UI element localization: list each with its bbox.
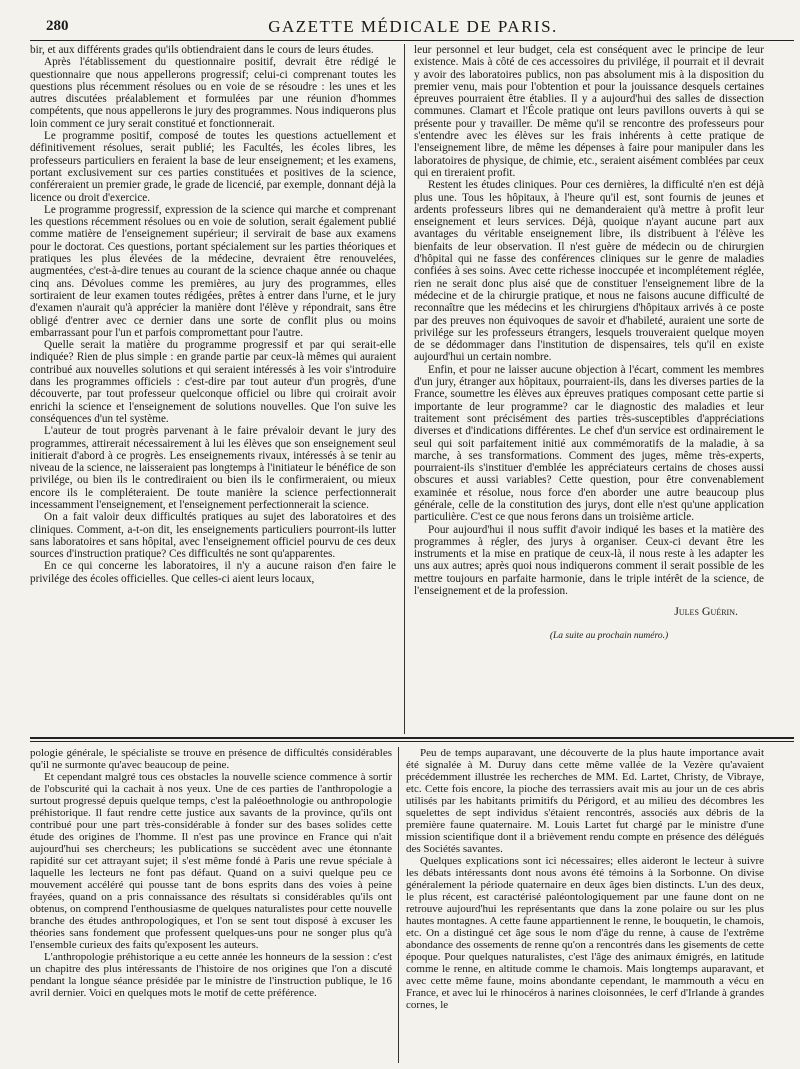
paragraph: L'anthropologie préhistorique a eu cette année les honneurs de la session : c'est un chapitre des plus intéressants de l'histoire de nos origines que l'on a discuté pendant la longue séance présidée par le ministre de l'instruction publique, le 16 avril dernier. Voici en quelques mots le motif de cette préférence.	[30, 951, 392, 999]
paragraph: Quelques explications sont ici nécessaires; elles aideront le lecteur à suivre les débats intéressants dont nous avons été témoins à la Sorbonne. On divise généralement la période quaternaire en deux âges bien distincts. L'un des deux, le plus récent, est caractérisé paléontologiquement par une faune dont on ne retrouve aujourd'hui les représentants que dans la zone polaire ou sur les plus hautes montagnes. A cette faune appartiennent le renne, le bouquetin, le chamois, etc. On a distingué cet âge sous le nom d'âge du renne, à cause de l'extrême abondance des ossements de renne qu'on a rencontrés dans les gisements de cette époque. Pour quelques naturalistes, c'est l'âge des animaux émigrés, en latitude comme le renne, en altitude comme le chamois. Mais longtemps auparavant, et avec cette même faune, moins abondante cependant, le mammouth a vécu en France, et avec lui le rhinocéros à narines cloisonnées, le cerf d'Irlande à grandes cornes, le	[406, 855, 764, 1011]
page-header	[28, 14, 798, 36]
paragraph: Et cependant malgré tous ces obstacles la nouvelle science commence à sortir de l'obscurité qui la cachait à nos yeux. Une de ces parties de l'anthropologie a surtout progressé depuis quelque temps, c'est la paléoethnologie ou anthropologie préhistorique. Il faut rendre cette justice aux savants de la province, qu'ils ont contribué pour une part très-considérable à fonder sur des bases solides cette étude des origines de l'homme. Il n'est pas une province en France qui n'ait aujourd'hui ses chercheurs; les publications se succèdent avec une étonnante rapidité sur cet attrayant sujet; il s'est même fondé à Paris une revue spéciale à laquelle les lecteurs ne font pas défaut. Quand on a suivi quelque peu ce mouvement accéléré qui pousse tant de bons esprits dans des voies à peine frayées, quand on a pris connaissance des résultats si considérables qu'ils ont obtenus, on comprend l'enthousiasme de quelques naturalistes pour cette nouvelle branche des études anthropologiques, et l'on se sent tout disposé à excuser les théories sans fondement que professent quelques-uns pour ne songer plus qu'à l'ensemble curieux des faits qu'exposent les auteurs.	[30, 771, 392, 951]
paragraph: leur personnel et leur budget, cela est conséquent avec le principe de leur existence. Mais à côté de ces accessoires du privilége, il pourrait et il devrait y avoir des laboratoires publics, non pas absolument mis à la disposition du premier venu, mais pour l'obtention et pour la jouissance desquels certaines épreuves pourraient être établies. Il y a aujourd'hui des salles de dissection communes. Clamart et l'École pratique ont leurs pavillons ouverts à qui se présente pour y travailler. De même qu'il se rencontre des professeurs pour s'entendre avec les élèves sur les frais inhérents à cette pratique de l'enseignement libre, de même les dépenses à faire pour manipuler dans les laboratoires de physique, de chimie, etc., seraient aisément comblées par ceux qui en tireraient profit.	[414, 44, 764, 179]
upper-left-column	[30, 44, 396, 734]
paragraph: Quelle serait la matière du programme progressif et par qui serait-elle indiquée? Rien de plus simple : en grande partie par ceux-là mêmes qui auraient contribué aux nouvelles solutions et qui seraient intéressés à les voir s'introduire dans les programmes officiels : c'est-dire par tout auteur d'un progrès, d'une découverte, par tout professeur quelconque officiel ou libre qui croirait avoir enrichi la science et l'enseignement de solutions nouvelles. Que l'on suive les conséquences d'un tel système.	[30, 339, 396, 425]
paragraph: On a fait valoir deux difficultés pratiques au sujet des laboratoires et des cliniques. Comment, a-t-on dit, les enseignements particuliers pourront-ils lutter sans laboratoires et sans hôpital, avec l'enseignement officiel pourvu de ces deux sources d'instruction pratique? Ces difficultés ne sont qu'apparentes.	[30, 511, 396, 561]
author-signature: Jules Guérin.	[674, 604, 738, 619]
paragraph: Le programme positif, composé de toutes les questions actuellement et définitivement résolues, serait publié; les Facultés, les écoles libres, les professeurs particuliers en feraient la base de leur enseignement; et les examens, portant exclusivement sur ces parties constituées et positives de la science, conféreraient un premier grade, le grade de licencié, par exemple, donnant déjà la licence ou droit d'exercice.	[30, 130, 396, 204]
paragraph: Restent les études cliniques. Pour ces dernières, la difficulté n'en est déjà plus une. Tous les hôpitaux, à l'heure qu'il est, sont fournis de jeunes et ardents professeurs libres qui ne demanderaient qu'à mettre à profit leur enseignement et leurs services. Déjà, quoique n'ayant aucune part aux avantages du véritable enseignement libre, ils distribuent à l'élève les bienfaits de leur observation. Il n'est guère de médecin ou de chirurgien d'hôpital qui ne fasse des conférences cliniques sur le genre de maladies confiées à ses soins. Avec cette richesse inoccupée et incomplétement réglée, rien ne serait donc plus aisé que de constituer l'enseignement libre de la médecine et de la chirurgie pratique, et nous ne faisons aucune difficulté de reconnaître que les médecins et les chirurgiens d'hôpitaux arrivés à ce poste par des preuves non équivoques de savoir et d'habileté, auraient une sorte de privilége sur les professeurs étrangers, lesquels trouveraient quelque moyen de se dédommager dans l'institution de dispensaires, tels qu'il en existe aujourd'hui un certain nombre.	[414, 179, 764, 364]
lower-left-column	[30, 747, 392, 1063]
paragraph: Pour aujourd'hui il nous suffit d'avoir indiqué les bases et la matière des programmes à régler, des jurys à organiser. Ceux-ci devant être les instruments et la mise en pratique de ceux-là, il nous reste à les adapter les uns aux autres; après quoi nous indiquerons comment il serait possible de les mettre toujours en parfaite harmonie, dans le triple intérêt de la science, de l'enseignement et de la profession.	[414, 523, 764, 598]
paragraph: Peu de temps auparavant, une découverte de la plus haute importance avait été signalée à M. Duruy dans cette même vallée de la Vezère qu'avaient précédemment illustrée les recherches de MM. Ed. Lartet, Christy, de Vibraye, etc. Cette fois encore, la pioche des terrassiers avait mis au jour un de ces abris utilisés par les habitants primitifs du Périgord, et au milieu des décombres les squelettes de sept individus s'étaient rencontrés, associés aux débris de la première faune quaternaire. M. Louis Lartet fut chargé par le ministre d'une mission scientifique dont il a brièvement rendu compte en présence des délégués des Sociétés savantes.	[406, 747, 764, 855]
page-number: 280	[46, 18, 69, 34]
paragraph: L'auteur de tout progrès parvenant à le faire prévaloir devant le jury des programmes, attirerait nécessairement à lui les élèves que son enseignement seul initierait d'abord à ce progrès. Les enseignements rivaux, intéressés à se tenir au niveau de la science, ne laisseraient pas longtemps à l'initiateur le bénéfice de son privilége, ou bien ils le contrediraient ou bien ils le confirmeraient, ou mieux encore ils le compléteraient. De toute manière la science perfectionnerait incessamment l'enseignement, et l'enseignement perfectionnerait la science.	[30, 425, 396, 511]
section-rule-thin	[30, 741, 794, 742]
paragraph: bir, et aux différents grades qu'ils obtiendraient dans le cours de leurs études.	[30, 44, 374, 56]
continued-note: (La suite au prochain numéro.)	[549, 630, 669, 641]
paragraph: Enfin, et pour ne laisser aucune objection à l'écart, comment les membres d'un jury, étranger aux hôpitaux, pourraient-ils, dans les diverses parties de la France, soumettre les élèves aux épreuves pratiques composant cette partie si importante de leur programme? car le diagnostic des maladies et leur traitement sont précisément des parties très-susceptibles d'appréciations diverses et d'indications différentes. Le chef d'un service est ordinairement le seul qui soit parfaitement initié aux commémoratifs de la maladie, à sa marche, à ses transformations. Comment des juges, même très-experts, pourraient-ils s'instituer d'emblée les appréciateurs certains de choses aussi obscures et aussi variables? Cette question, pour être convenablement examinée et résolue, nous force d'en aborder une autre beaucoup plus générale, celle de la constitution des jurys, dont elle n'est qu'une application particulière. C'est ce que nous ferons dans un troisième article.	[414, 363, 764, 524]
paragraph: Après l'établissement du questionnaire positif, devrait être rédigé le questionnaire que nous appellerons progressif; celui-ci comprenant toutes les questions plus récemment résolues ou en voie de se résoudre : les unes et les autres discutées préalablement et formulées par une réunion d'hommes compétents, que nous appellerons le jury des programmes. Nous indiquerons plus loin comment ce jury serait constitué et fonctionnerait.	[30, 56, 396, 130]
paragraph: pologie générale, le spécialiste se trouve en présence de difficultés considérables qu'il ne surmonte qu'avec beaucoup de peine.	[30, 747, 392, 771]
upper-right-column	[414, 44, 764, 734]
lower-right-column	[406, 747, 764, 1063]
section-rule	[30, 737, 794, 739]
header-rule	[30, 40, 794, 41]
paragraph: Le programme progressif, expression de la science qui marche et comprenant les questions récemment résolues ou en voie de solution, serait également publié comme matière de l'enseignement supérieur; il servirait de base aux examens pour le doctorat. Ces questions, portant spécialement sur les parties théoriques et pratiques les plus élevées de la médecine, devraient être renouvelées, augmentées, c'est-à-dire tenues au courant de la science chaque année ou chaque cinq ans. Dévolues comme les premières, au jury des programmes, elles sortiraient de leur examen toutes rédigées, prêtes à entrer dans l'urne, et le jury d'examen n'aurait qu'à apprécier la manière dont l'élève y répondrait, sans être obligé d'entrer avec ce dernier dans une sorte de conflit plus ou moins embarrassant pour l'un et parfois compromettant pour l'autre.	[30, 203, 396, 339]
column-divider	[404, 44, 405, 734]
column-divider	[398, 747, 399, 1063]
paragraph: En ce qui concerne les laboratoires, il n'y a aucune raison d'en faire le privilége des écoles officielles. Que celles-ci aient leurs locaux,	[30, 560, 396, 585]
journal-title: GAZETTE MÉDICALE DE PARIS.	[268, 17, 558, 36]
